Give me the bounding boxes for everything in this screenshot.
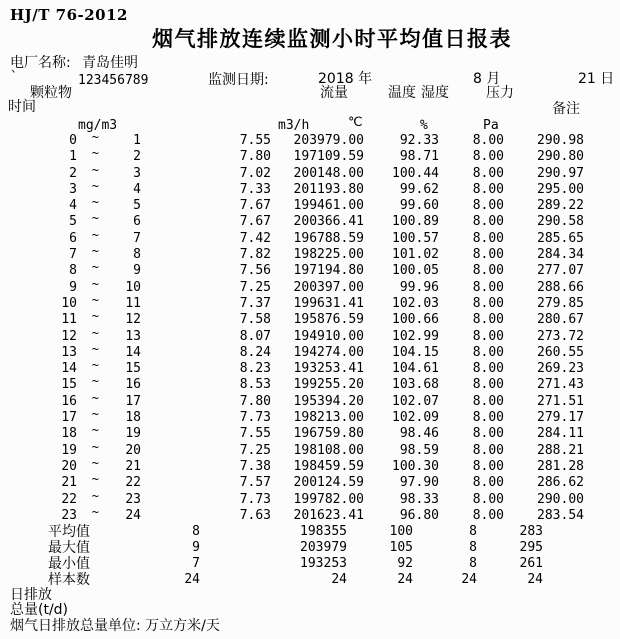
cell-hour-to: 23 [125, 491, 141, 507]
cell-particulate: 7.38 [239, 458, 271, 474]
cell-particulate: 7.73 [239, 410, 271, 426]
cell-temperature: 100.44 [392, 165, 439, 181]
summary-label: 样本数 [48, 572, 90, 589]
tilde-separator: ~ [91, 292, 99, 307]
cell-temperature: 100.05 [392, 263, 439, 279]
cell-hour-from: 23 [61, 507, 77, 523]
emission-unit-note: 烟气日排放总量单位: 万立方米/天 [10, 617, 220, 634]
cell-hour-to: 3 [133, 165, 141, 181]
cell-pressure: 290.58 [537, 214, 584, 230]
cell-hour-from: 3 [69, 181, 77, 197]
cell-humidity: 8.00 [472, 312, 504, 328]
cell-hour-to: 2 [133, 149, 141, 165]
cell-particulate: 8.24 [239, 344, 271, 360]
cell-particulate: 7.67 [239, 214, 271, 230]
cell-hour-to: 7 [133, 230, 141, 246]
cell-particulate: 7.58 [239, 312, 271, 328]
cell-pressure: 295.00 [537, 181, 584, 197]
cell-particulate: 8.53 [239, 377, 271, 393]
cell-pressure: 24 [527, 572, 543, 588]
cell-particulate: 7.63 [239, 507, 271, 523]
monitor-date-month: 8 月 [473, 71, 501, 87]
cell-flow: 196788.59 [293, 230, 364, 246]
cell-hour-from: 21 [61, 475, 77, 491]
cell-pressure: 290.97 [537, 165, 584, 181]
cell-temperature: 100.89 [392, 214, 439, 230]
cell-hour-to: 9 [133, 263, 141, 279]
unit-pressure: Pa [483, 118, 499, 133]
summary-row [0, 540, 620, 556]
hourly-rows [0, 130, 620, 524]
cell-temperature: 92.33 [399, 133, 439, 148]
cell-hour-to: 18 [125, 410, 141, 426]
cell-particulate: 7.67 [239, 198, 271, 214]
column-header-temperature: 温度 [388, 85, 416, 101]
cell-flow: 201623.41 [293, 507, 364, 523]
cell-temperature: 100 [389, 524, 413, 540]
cell-hour-to: 13 [125, 328, 141, 344]
cell-pressure: 261 [519, 556, 543, 572]
cell-pressure: 273.72 [537, 328, 584, 344]
cell-hour-from: 20 [61, 458, 77, 474]
cell-humidity: 8.00 [472, 279, 504, 295]
tilde-separator: ~ [91, 455, 99, 470]
cell-humidity: 8.00 [472, 198, 504, 214]
cell-particulate: 9 [192, 540, 200, 556]
cell-temperature: 99.60 [399, 198, 439, 214]
cell-pressure: 281.28 [537, 458, 584, 474]
unit-temperature: ℃ [348, 115, 363, 130]
plant-code-prefix: ` [10, 70, 18, 85]
cell-temperature: 101.02 [392, 247, 439, 263]
cell-flow: 195876.59 [293, 312, 364, 328]
cell-pressure: 279.17 [537, 410, 584, 426]
cell-flow: 198459.59 [293, 458, 364, 474]
cell-flow: 199631.41 [293, 295, 364, 311]
unit-flow: m3/h [278, 118, 310, 133]
summary-row [0, 556, 620, 572]
cell-hour-to: 15 [125, 361, 141, 377]
cell-hour-from: 8 [69, 263, 77, 279]
cell-humidity: 8.00 [472, 507, 504, 523]
tilde-separator: ~ [91, 488, 99, 503]
cell-flow: 198355 [300, 524, 347, 540]
cell-flow: 199255.20 [293, 377, 364, 393]
cell-particulate: 7.37 [239, 295, 271, 311]
cell-humidity: 8.00 [472, 491, 504, 507]
cell-pressure: 260.55 [537, 344, 584, 360]
tilde-separator: ~ [91, 374, 99, 389]
cell-pressure: 290.00 [537, 491, 584, 507]
cell-hour-from: 7 [69, 247, 77, 263]
cell-hour-to: 17 [125, 393, 141, 409]
cell-particulate: 7.25 [239, 279, 271, 295]
cell-humidity: 8.00 [472, 475, 504, 491]
cell-humidity: 8.00 [472, 361, 504, 377]
cell-hour-from: 5 [69, 214, 77, 230]
cell-humidity: 8.00 [472, 295, 504, 311]
cell-temperature: 102.03 [392, 295, 439, 311]
cell-hour-to: 24 [125, 507, 141, 523]
daily-emission-label-line1: 日排放 [10, 587, 52, 604]
cell-temperature: 96.80 [399, 507, 439, 523]
cell-hour-from: 17 [61, 410, 77, 426]
cell-particulate: 8 [192, 524, 200, 540]
cell-particulate: 8.23 [239, 361, 271, 377]
cell-humidity: 8.00 [472, 328, 504, 344]
cell-pressure: 269.23 [537, 361, 584, 377]
cell-temperature: 97.90 [399, 475, 439, 491]
cell-temperature: 99.96 [399, 279, 439, 295]
column-header-humidity: 湿度 [421, 85, 449, 101]
cell-hour-to: 22 [125, 475, 141, 491]
cell-pressure: 290.80 [537, 149, 584, 165]
cell-flow: 200124.59 [293, 475, 364, 491]
plant-code: 123456789 [78, 73, 149, 88]
standard-code: HJ/T 76-2012 [10, 6, 128, 24]
cell-particulate: 7.25 [239, 442, 271, 458]
cell-temperature: 98.46 [399, 426, 439, 442]
tilde-separator: ~ [91, 309, 99, 324]
cell-flow: 199782.00 [293, 491, 364, 507]
cell-flow: 193253 [300, 556, 347, 572]
tilde-separator: ~ [91, 407, 99, 422]
tilde-separator: ~ [91, 162, 99, 177]
cell-hour-to: 11 [125, 295, 141, 311]
summary-label: 最小值 [48, 556, 90, 573]
monitor-date-label: 监测日期: [208, 72, 269, 88]
tilde-separator: ~ [91, 276, 99, 291]
cell-hour-to: 4 [133, 181, 141, 197]
column-header-pressure: 压力 [486, 85, 514, 101]
cell-hour-from: 10 [61, 295, 77, 311]
daily-emission-label-line2: 总量(t/d) [10, 602, 69, 619]
cell-temperature: 99.62 [399, 181, 439, 197]
table-row [0, 504, 620, 524]
cell-humidity: 8.00 [472, 230, 504, 246]
cell-humidity: 24 [461, 572, 477, 588]
cell-hour-to: 8 [133, 247, 141, 263]
cell-hour-from: 12 [61, 328, 77, 344]
cell-hour-from: 2 [69, 165, 77, 181]
plant-name-value: 青岛佳明 [82, 55, 138, 71]
cell-pressure: 280.67 [537, 312, 584, 328]
cell-pressure: 277.07 [537, 263, 584, 279]
cell-hour-to: 6 [133, 214, 141, 230]
cell-pressure: 284.34 [537, 247, 584, 263]
cell-hour-to: 14 [125, 344, 141, 360]
cell-humidity: 8.00 [472, 149, 504, 165]
cell-flow: 198108.00 [293, 442, 364, 458]
cell-hour-to: 10 [125, 279, 141, 295]
cell-humidity: 8.00 [472, 458, 504, 474]
column-header-time: 时间 [8, 99, 36, 115]
report-table [0, 130, 620, 634]
tilde-separator: ~ [91, 423, 99, 438]
cell-particulate: 7.56 [239, 263, 271, 279]
unit-particulate: mg/m3 [78, 118, 118, 133]
summary-label: 平均值 [48, 524, 90, 541]
cell-flow: 196759.80 [293, 426, 364, 442]
cell-particulate: 7 [192, 556, 200, 572]
cell-hour-to: 12 [125, 312, 141, 328]
cell-hour-from: 6 [69, 230, 77, 246]
cell-temperature: 92 [397, 556, 413, 572]
cell-particulate: 7.82 [239, 247, 271, 263]
tilde-separator: ~ [91, 390, 99, 405]
cell-temperature: 105 [389, 540, 413, 556]
cell-humidity: 8.00 [472, 165, 504, 181]
cell-particulate: 24 [184, 572, 200, 588]
cell-flow: 198213.00 [293, 410, 364, 426]
cell-hour-to: 16 [125, 377, 141, 393]
cell-particulate: 7.57 [239, 475, 271, 491]
tilde-separator: ~ [91, 325, 99, 340]
cell-temperature: 100.66 [392, 312, 439, 328]
tilde-separator: ~ [91, 178, 99, 193]
cell-humidity: 8.00 [472, 133, 504, 148]
cell-pressure: 271.51 [537, 393, 584, 409]
cell-particulate: 7.80 [239, 149, 271, 165]
cell-humidity: 8 [469, 524, 477, 540]
cell-pressure: 283.54 [537, 507, 584, 523]
cell-flow: 194274.00 [293, 344, 364, 360]
cell-flow: 203979 [300, 540, 347, 556]
tilde-separator: ~ [91, 195, 99, 210]
cell-humidity: 8.00 [472, 426, 504, 442]
cell-flow: 197194.80 [293, 263, 364, 279]
cell-hour-from: 19 [61, 442, 77, 458]
cell-flow: 198225.00 [293, 247, 364, 263]
summary-row [0, 572, 620, 588]
cell-humidity: 8.00 [472, 181, 504, 197]
cell-flow: 199461.00 [293, 198, 364, 214]
cell-flow: 203979.00 [293, 133, 364, 148]
cell-pressure: 288.21 [537, 442, 584, 458]
cell-flow: 193253.41 [293, 361, 364, 377]
cell-temperature: 104.15 [392, 344, 439, 360]
cell-hour-from: 0 [69, 133, 77, 148]
cell-temperature: 98.71 [399, 149, 439, 165]
cell-humidity: 8.00 [472, 214, 504, 230]
cell-flow: 24 [331, 572, 347, 588]
tilde-separator: ~ [91, 341, 99, 356]
cell-temperature: 98.59 [399, 442, 439, 458]
cell-temperature: 102.09 [392, 410, 439, 426]
summary-rows [0, 524, 620, 588]
unit-humidity: % [420, 118, 428, 133]
column-header-particulate: 颗粒物 [30, 85, 72, 101]
monitor-date-day: 21 日 [578, 71, 615, 87]
cell-particulate: 7.55 [239, 133, 271, 148]
cell-hour-from: 9 [69, 279, 77, 295]
cell-hour-to: 1 [133, 133, 141, 148]
tilde-separator: ~ [91, 227, 99, 242]
cell-flow: 200397.00 [293, 279, 364, 295]
cell-particulate: 7.33 [239, 181, 271, 197]
cell-hour-from: 11 [61, 312, 77, 328]
cell-hour-from: 14 [61, 361, 77, 377]
cell-humidity: 8.00 [472, 410, 504, 426]
cell-hour-from: 1 [69, 149, 77, 165]
tilde-separator: ~ [91, 472, 99, 487]
cell-particulate: 7.02 [239, 165, 271, 181]
cell-temperature: 100.57 [392, 230, 439, 246]
tilde-separator: ~ [91, 130, 99, 144]
cell-humidity: 8.00 [472, 344, 504, 360]
cell-hour-from: 4 [69, 198, 77, 214]
cell-humidity: 8.00 [472, 247, 504, 263]
cell-humidity: 8.00 [472, 442, 504, 458]
cell-pressure: 290.98 [537, 133, 584, 148]
cell-temperature: 104.61 [392, 361, 439, 377]
cell-hour-to: 19 [125, 426, 141, 442]
summary-row [0, 524, 620, 540]
cell-flow: 200148.00 [293, 165, 364, 181]
cell-humidity: 8 [469, 540, 477, 556]
page-title: 烟气排放连续监测小时平均值日报表 [152, 27, 512, 51]
cell-humidity: 8 [469, 556, 477, 572]
monitor-date-year: 2018 年 [318, 71, 373, 87]
cell-particulate: 7.80 [239, 393, 271, 409]
cell-temperature: 102.99 [392, 328, 439, 344]
column-header-flow: 流量 [320, 85, 348, 101]
cell-humidity: 8.00 [472, 377, 504, 393]
cell-hour-from: 16 [61, 393, 77, 409]
tilde-separator: ~ [91, 439, 99, 454]
cell-pressure: 289.22 [537, 198, 584, 214]
plant-name-label: 电厂名称: [10, 55, 71, 71]
cell-particulate: 7.42 [239, 230, 271, 246]
cell-temperature: 24 [397, 572, 413, 588]
cell-hour-from: 13 [61, 344, 77, 360]
cell-particulate: 7.55 [239, 426, 271, 442]
cell-pressure: 283 [519, 524, 543, 540]
cell-particulate: 7.73 [239, 491, 271, 507]
cell-pressure: 285.65 [537, 230, 584, 246]
cell-pressure: 295 [519, 540, 543, 556]
tilde-separator: ~ [91, 211, 99, 226]
cell-flow: 194910.00 [293, 328, 364, 344]
cell-flow: 201193.80 [293, 181, 364, 197]
cell-pressure: 286.62 [537, 475, 584, 491]
cell-temperature: 98.33 [399, 491, 439, 507]
summary-label: 最大值 [48, 540, 90, 557]
cell-hour-from: 18 [61, 426, 77, 442]
tilde-separator: ~ [91, 358, 99, 373]
cell-pressure: 279.85 [537, 295, 584, 311]
cell-hour-to: 20 [125, 442, 141, 458]
cell-humidity: 8.00 [472, 393, 504, 409]
cell-pressure: 271.43 [537, 377, 584, 393]
cell-hour-from: 15 [61, 377, 77, 393]
cell-flow: 197109.59 [293, 149, 364, 165]
tilde-separator: ~ [91, 244, 99, 259]
cell-flow: 195394.20 [293, 393, 364, 409]
column-header-remark: 备注 [552, 101, 580, 117]
cell-particulate: 8.07 [239, 328, 271, 344]
cell-temperature: 100.30 [392, 458, 439, 474]
cell-hour-from: 22 [61, 491, 77, 507]
cell-flow: 200366.41 [293, 214, 364, 230]
cell-temperature: 103.68 [392, 377, 439, 393]
cell-hour-to: 5 [133, 198, 141, 214]
tilde-separator: ~ [91, 146, 99, 161]
tilde-separator: ~ [91, 260, 99, 275]
cell-humidity: 8.00 [472, 263, 504, 279]
cell-temperature: 102.07 [392, 393, 439, 409]
cell-hour-to: 21 [125, 458, 141, 474]
cell-pressure: 288.66 [537, 279, 584, 295]
tilde-separator: ~ [91, 504, 99, 519]
cell-pressure: 284.11 [537, 426, 584, 442]
